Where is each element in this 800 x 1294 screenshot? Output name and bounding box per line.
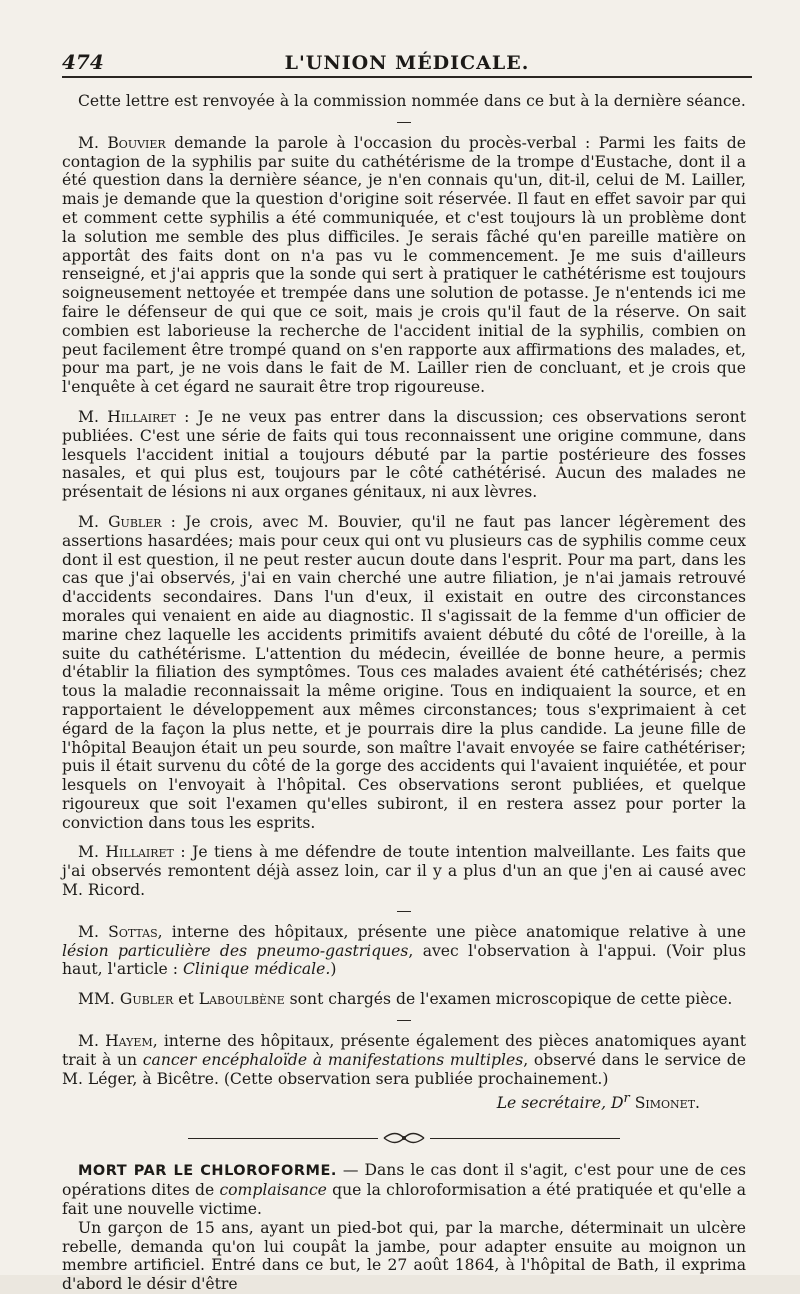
paragraph-commission: Cette lettre est renvoyée à la commission nommée dans ce but à la dernière séance. bbox=[78, 92, 746, 110]
paragraph-hillairet-2: M. Hillairet : Je tiens à me défendre de toute intention malveillante. Les faits que j'ai observés remontent déjà assez loin, car il y a plus d'un an que j'en ai causé avec M. Ricord. bbox=[62, 843, 746, 900]
short-rule bbox=[397, 122, 411, 123]
speaker-hillairet: Hillairet bbox=[107, 407, 176, 426]
paragraph-bouvier: M. Bouvier demande la parole à l'occasion du procès-verbal : Parmi les faits de contagion de la syphilis par suite du cathétérisme de la trompe d'Eustache, dont il a été question dans la dernière séance, je n'en connais qu'un, dit-il, celui de M. Lailler, mais je demande que la question d'origine soit réservée. Il faut en effet savoir par qui et comment cette syphilis a été communiquée, et c'est toujours là un problème dont la solution me semble des plus difficiles. Je serais fâché qu'en pareille matière on apportât des faits dont on n'a pas vu le commencement. Je me suis d'ailleurs renseigné, et j'ai appris que la sonde qui sert à pratiquer le cathétérisme est toujours soigneusement nettoyée et trempée dans une solution de potasse. Je n'entends ici me faire le défenseur de qui que ce soit, mais je crois qu'il faut de la réserve. On sait combien est laborieuse la recherche de l'accident initial de la syphilis, combien on peut facilement être trompé quand on s'en rapporte aux affirmations des malades, et, pour ma part, je ne vois dans le fait de M. Lailler rien de concluant, et je crois que l'enquête à cet égard ne saurait être trop rigoureuse. bbox=[62, 133, 746, 397]
speaker-hillairet-2: Hillairet bbox=[105, 843, 174, 862]
paragraph-chloroforme: MORT PAR LE CHLOROFORME. — Dans le cas dont il s'agit, c'est pour une de ces opérations dites de complaisance que la chloroformisation a été pratiquée et qu'elle a fait une nouvelle victime. bbox=[62, 1161, 746, 1219]
speaker-sottas: Sottas bbox=[108, 922, 158, 941]
paragraph-gubler-laboulbene: MM. Gubler et Laboulbène sont chargés de l'examen microscopique de cette pièce. bbox=[78, 990, 733, 1009]
paragraph-gubler: M. Gubler : Je crois, avec M. Bouvier, qu'il ne faut pas lancer légèrement des assertions hasardées; mais pour ceux qui ont vu plusieurs cas de syphilis comme ceux dont il est question, il ne peut rester aucun doute dans l'esprit. Pour ma part, dans les cas que j'ai observés, j'ai en vain cherché une autre filiation, je n'ai jamais retrouvé d'accidents secondaires. Dans l'un d'eux, il existait en outre des circonstances morales qui venaient en aide au diagnostic. Il s'agissait de la femme d'un officier de marine chez laquelle les accidents primitifs avaient débuté du côté de l'oreille, à la suite du cathétérisme. L'attention du médecin, éveillée de bonne heure, a permis d'établir la filiation des symptômes. Tous ces malades avaient été cathétérisés; chez tous la maladie reconnaissait la même origine. Tous en indiquaient la source, et en rapportaient le développement aux mêmes circonstances; tous s'exprimaient à cet égard de la façon la plus nette, et je pourrais dire la plus candide. La jeune fille de l'hôpital Beaujon était un peu sourde, son maître l'avait envoyée se faire cathétériser; puis il était survenu du côté de la gorge des accidents qui l'avaient inquiétée, et pour lesquels on l'envoyait à l'hôpital. Ces observations seront publiées, et quelque rigoureux que soit l'examen qu'elles subiront, il en restera assez pour porter la conviction dans tous les esprits. bbox=[62, 512, 746, 832]
article-body bbox=[62, 92, 746, 1294]
paragraph-hayem: M. Hayem, interne des hôpitaux, présente également des pièces anatomiques ayant trait à un cancer encéphaloïde à manifestations multiples, observé dans le service de M. Léger, à Bicêtre. (Cette observation sera publiée prochainement.) bbox=[62, 1032, 747, 1088]
speaker-gubler: Gubler bbox=[108, 512, 162, 531]
paragraph-garcon: Un garçon de 15 ans, ayant un pied-bot qui, par la marche, déterminait un ulcère rebelle, demanda qu'on lui coupât la jambe, pour adapter ensuite au moignon un membre artificiel. Entré dans ce but, le 27 août 1864, à l'hôpital de Bath, il exprima d'abord le désir d'être bbox=[62, 1218, 746, 1294]
page-number: 474 bbox=[62, 50, 104, 74]
page-header bbox=[62, 44, 752, 78]
short-rule bbox=[397, 911, 411, 912]
paragraph-sottas: M. Sottas, interne des hôpitaux, présente une pièce anatomique relative à une lésion particulière des pneumo-gastriques, avec l'observation à l'appui. (Voir plus haut, l'article : Clinique médicale.) bbox=[62, 922, 746, 979]
fleuron-icon bbox=[382, 1131, 426, 1145]
paragraph-hillairet-1: M. Hillairet : Je ne veux pas entrer dans la discussion; ces observations seront publiées. C'est une série de faits qui tous reconnaissent une origine commune, dans lesquels l'accident initial a toujours débuté par la partie postérieure des fosses nasales, et qui plus est, toujours par le côté cathétérisé. Aucun des malades ne présentait de lésions ni aux organes génitaux, ni aux lèvres. bbox=[62, 407, 746, 502]
running-title: L'UNION MÉDICALE. bbox=[284, 52, 530, 74]
short-rule bbox=[397, 1020, 411, 1021]
ornament-divider bbox=[62, 1129, 746, 1147]
speaker-bouvier: Bouvier bbox=[107, 133, 166, 152]
section-heading: MORT PAR LE CHLOROFORME. bbox=[78, 1163, 337, 1180]
signature: Le secrétaire, $D^r$ Simonet. bbox=[496, 1091, 700, 1113]
speaker-hayem: Hayem bbox=[105, 1032, 153, 1051]
